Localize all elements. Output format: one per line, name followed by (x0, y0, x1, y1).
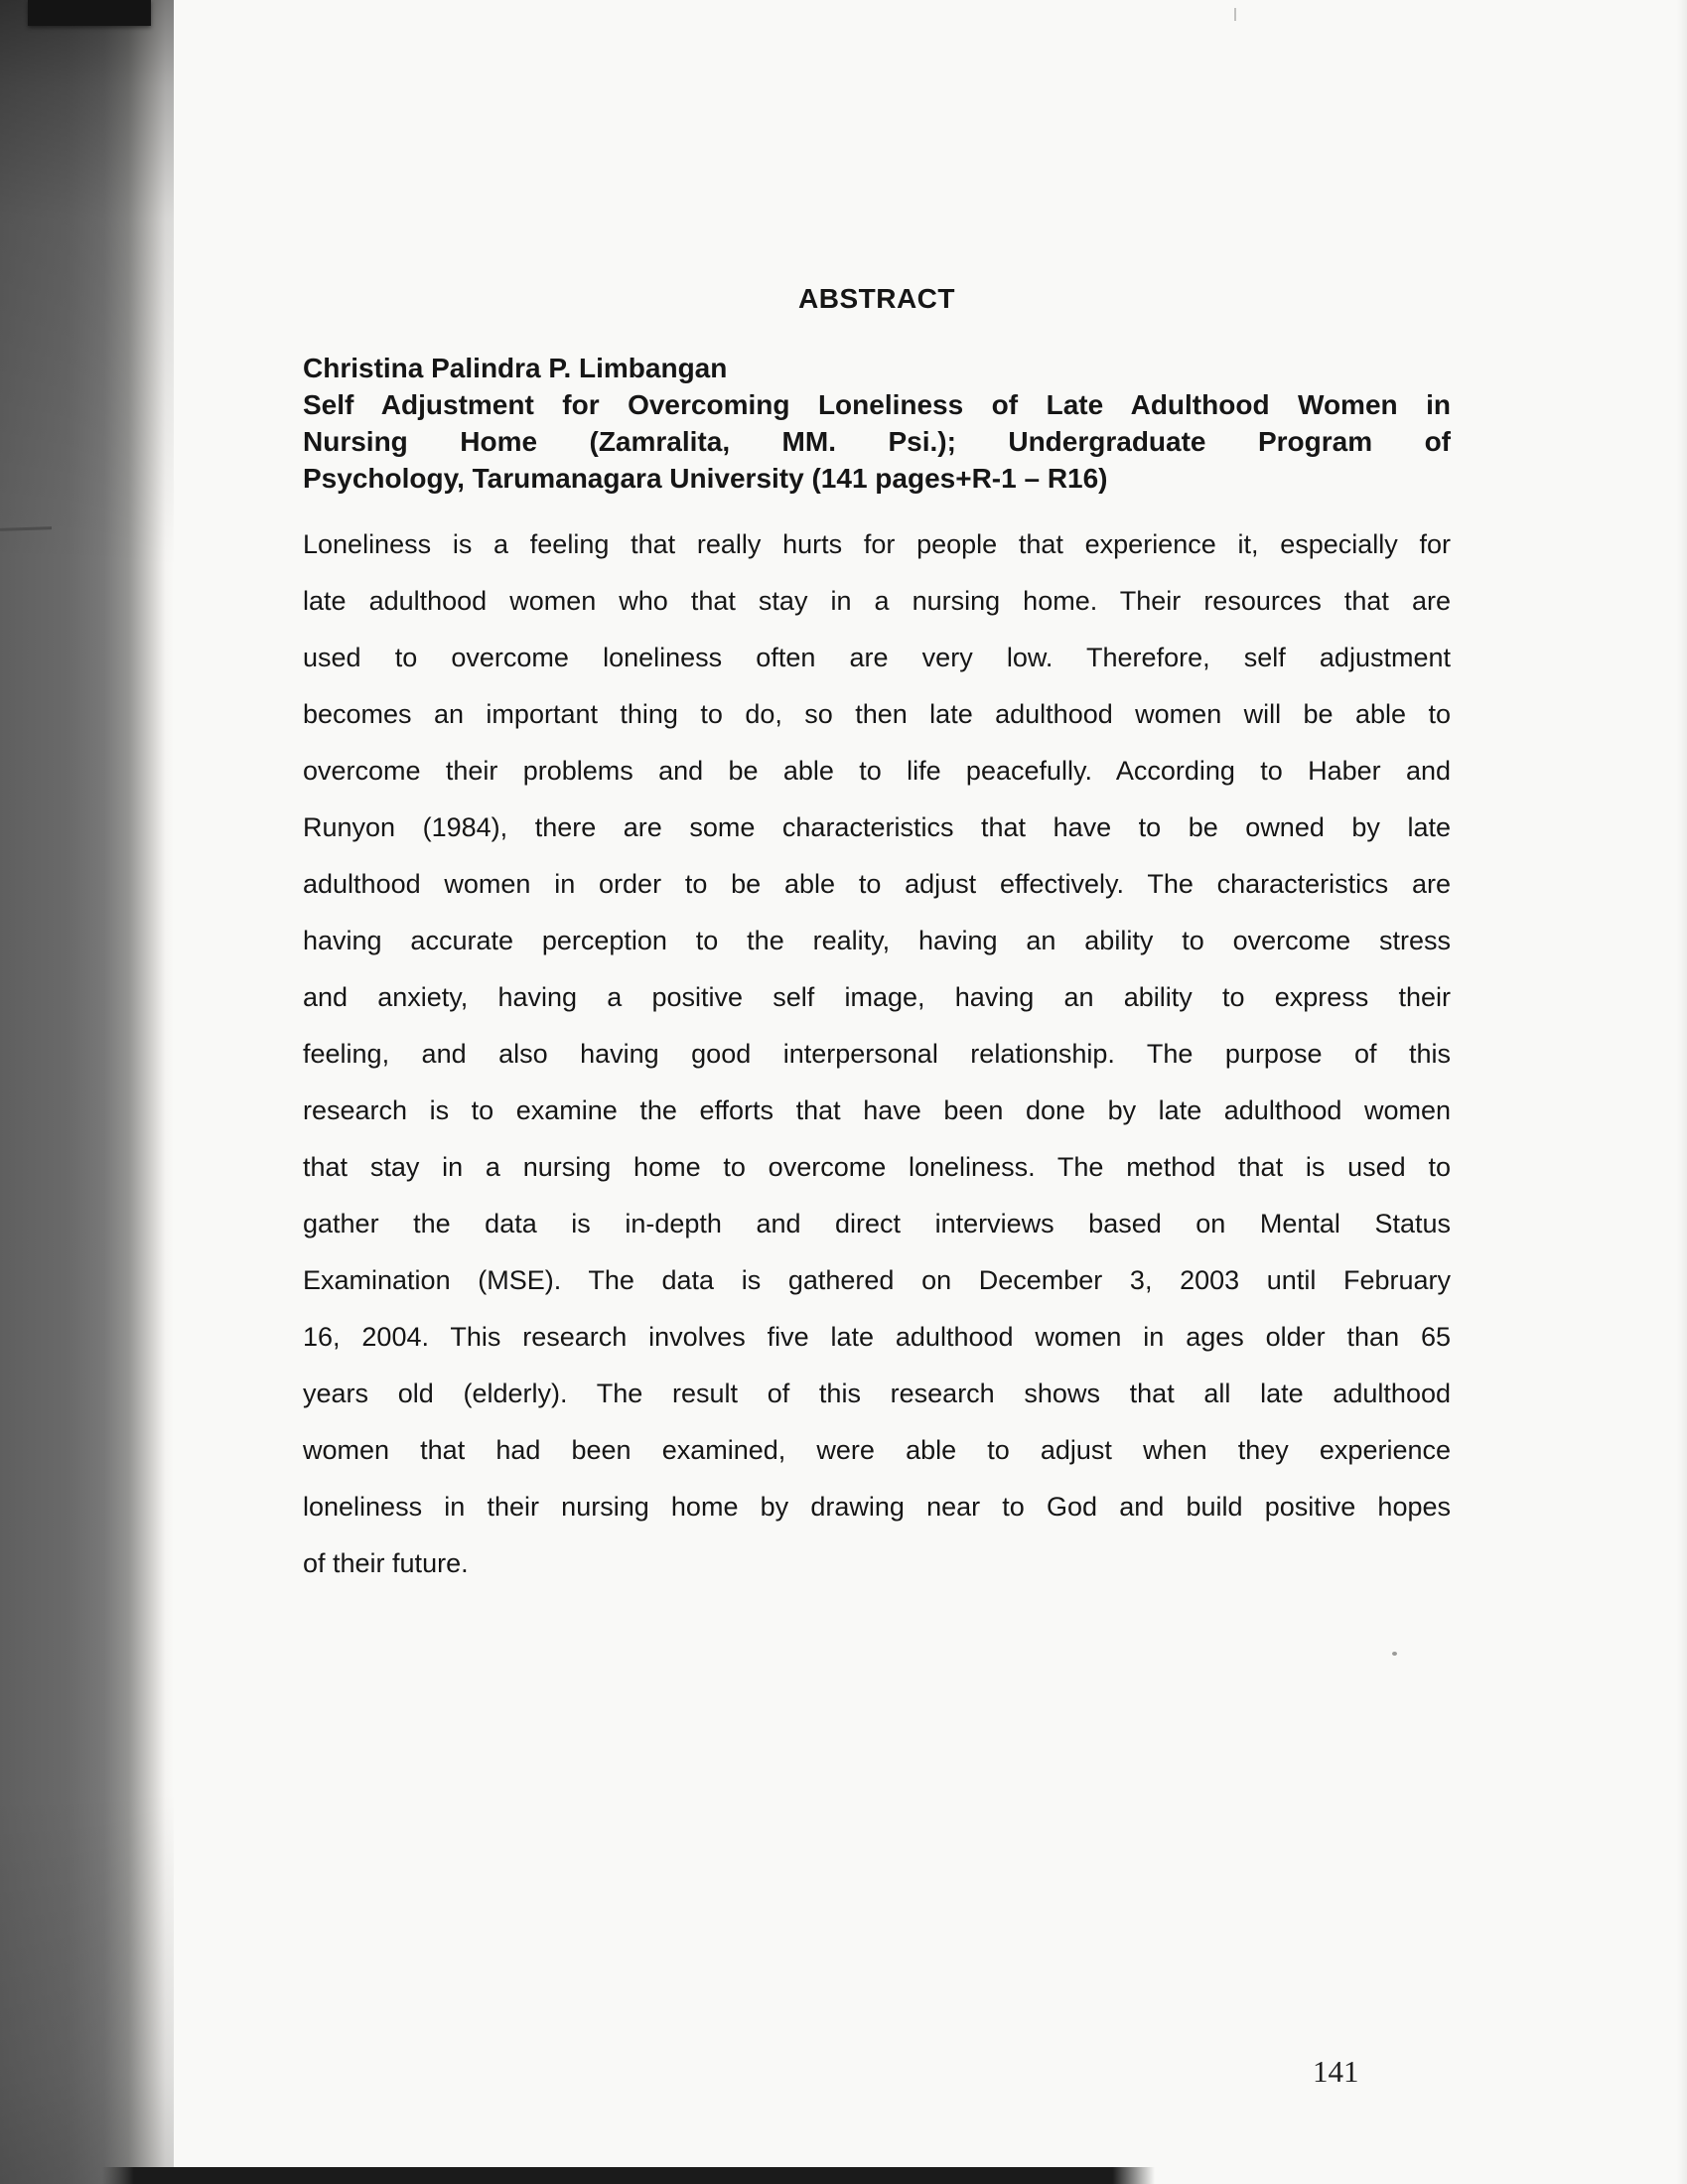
abstract-body-line: and anxiety, having a positive self image, having an ability to express their (303, 982, 1451, 1012)
scan-spine-shadow (0, 0, 174, 2184)
abstract-body-line: that stay in a nursing home to overcome loneliness. The method that is used to (303, 1152, 1451, 1182)
abstract-body-line: used to overcome loneliness often are very low. Therefore, self adjustment (303, 643, 1451, 672)
abstract-body-line: becomes an important thing to do, so then late adulthood women will be able to (303, 699, 1451, 729)
abstract-body-line: women that had been examined, were able to adjust when they experience (303, 1435, 1451, 1465)
scan-right-edge-shading (1677, 0, 1687, 2184)
abstract-body-line: feeling, and also having good interpersonal relationship. The purpose of this (303, 1039, 1451, 1069)
abstract-body-line: 16, 2004. This research involves five late adulthood women in ages older than 65 (303, 1322, 1451, 1352)
thesis-title-line: Psychology, Tarumanagara University (141 pages+R-1 – R16) (303, 463, 1108, 494)
thesis-title-line: Self Adjustment for Overcoming Loneliness of Late Adulthood Women in (303, 389, 1451, 420)
abstract-paragraph (303, 516, 1451, 1592)
scan-speck-artifact (1392, 1652, 1397, 1656)
abstract-body-line: Examination (MSE). The data is gathered on December 3, 2003 until February (303, 1265, 1451, 1295)
abstract-body-line: late adulthood women who that stay in a nursing home. Their resources that are (303, 586, 1451, 616)
scan-corner-artifact (28, 0, 151, 26)
author-name: Christina Palindra P. Limbangan (303, 353, 728, 383)
abstract-body-line: of their future. (303, 1548, 469, 1578)
abstract-body-line: Loneliness is a feeling that really hurts for people that experience it, especially for (303, 529, 1451, 559)
scan-speck-artifact (1234, 8, 1236, 21)
abstract-heading: ABSTRACT (798, 283, 955, 314)
abstract-body-line: years old (elderly). The result of this research shows that all late adulthood (303, 1379, 1451, 1408)
bibliographic-block (303, 350, 1451, 497)
scan-bottom-edge-artifact (102, 2167, 1155, 2184)
abstract-body-line: research is to examine the efforts that have been done by late adulthood women (303, 1095, 1451, 1125)
abstract-body-line: having accurate perception to the reality, having an ability to overcome stress (303, 926, 1451, 955)
abstract-body-line: loneliness in their nursing home by drawing near to God and build positive hopes (303, 1492, 1451, 1522)
abstract-body-line: overcome their problems and be able to life peacefully. According to Haber and (303, 756, 1451, 786)
abstract-body-line: gather the data is in-depth and direct interviews based on Mental Status (303, 1209, 1451, 1238)
page-number: 141 (1313, 2054, 1359, 2089)
thesis-title-line: Nursing Home (Zamralita, MM. Psi.); Undergraduate Program of (303, 426, 1451, 457)
abstract-body-line: Runyon (1984), there are some characteristics that have to be owned by late (303, 812, 1451, 842)
abstract-body-line: adulthood women in order to be able to adjust effectively. The characteristics are (303, 869, 1451, 899)
